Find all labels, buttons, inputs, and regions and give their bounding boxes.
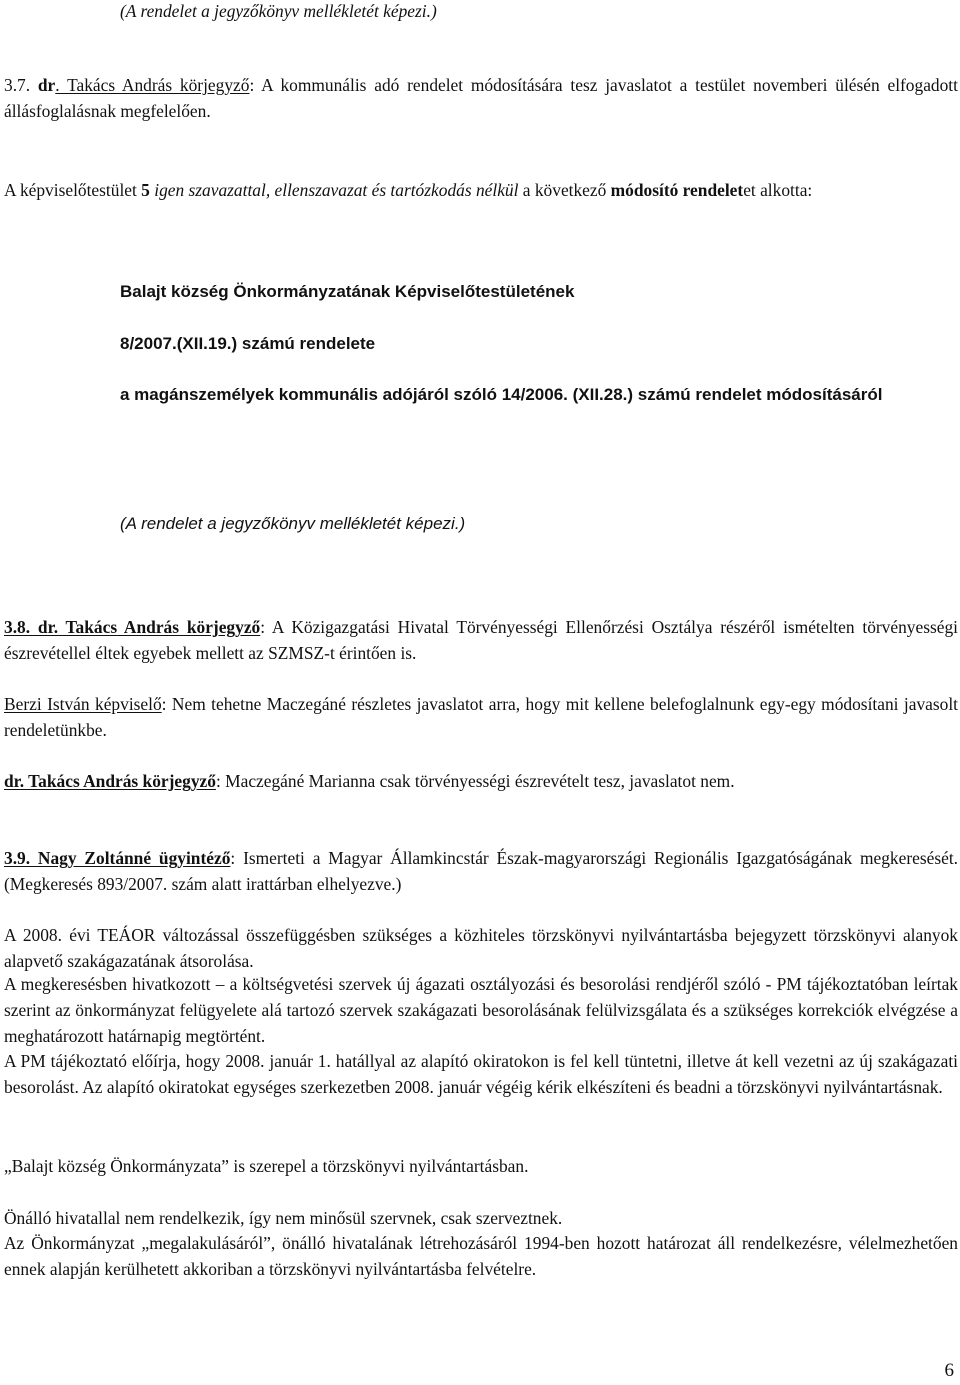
text-run: igen szavazattal, ellenszavazat és tartózkodás nélkül — [154, 180, 519, 200]
teaor-paragraph — [4, 922, 958, 974]
balajt-registry-paragraph — [4, 1153, 958, 1179]
item-3-8-paragraph — [4, 614, 958, 666]
text-run: A PM tájékoztató előírja, hogy 2008. január 1. hatállyal az alapító okiratokon is fel kell tüntetni, illetve át kell vezetni az új szakágazati besorolást. Az alapító okiratokat egységes szerkezetben 2008. január végéig kérik elkészíteni és beadni a törzskönyvi nyilvántartásnak. — [4, 1051, 958, 1097]
text-run: : A kommunális adó rendelet módosítására tesz javaslatot a testület novemberi ülésén elfogadott állásfoglalásnak megfelelően. — [4, 75, 958, 121]
text-run: A 2008. évi TEÁOR változással összefüggésben szükséges a közhiteles törzskönyvi nyilvántartásba bejegyzett törzskönyvi alanyok alapvető szakágazatának átsorolása. — [4, 925, 958, 971]
text-run: 3.7. — [4, 75, 38, 95]
text-run: dr. Takács András körjegyző — [4, 771, 216, 791]
megalakulas-paragraph — [4, 1230, 958, 1282]
megkereses-paragraph — [4, 971, 958, 1049]
page-number: 6 — [944, 1360, 954, 1381]
text-run: dr — [37, 75, 56, 95]
text-run: „Balajt község Önkormányzata” is szerepel a törzskönyvi nyilvántartásban. — [4, 1156, 529, 1176]
text-run: módosító rendelet — [610, 180, 744, 200]
text-run: A megkeresésben hivatkozott – a költségvetési szervek új ágazati osztályozási és besorolási rendjéről szóló - PM tájékoztatóban leírtak szerint az önkormányzat felügyelete alá tartozó szervek szakágazati besorolásának felülvizsgálata és a szükséges korrekciók elvégzése a meghatározott határnapig megtörtént. — [4, 974, 958, 1046]
berzi-paragraph — [4, 691, 958, 743]
text-run: et alkotta: — [743, 180, 813, 200]
decree-attachment-note: (A rendelet a jegyzőkönyv mellékletét képezi.) — [120, 514, 466, 533]
onallo-paragraph — [4, 1205, 958, 1231]
text-run: Az Önkormányzat „megalakulásáról”, önálló hivatalának létrehozásáról 1994-ben hozott határozat áll rendelkezésre, vélelmezhetően ennek alapján kerülhetett akkoriban a törzskönyvi nyilvántartásba felvételre. — [4, 1233, 958, 1279]
text-run: A képviselőtestület — [4, 180, 142, 200]
text-run: Berzi István képviselő — [4, 694, 162, 714]
vote-paragraph — [4, 177, 958, 203]
item-3-9-paragraph — [4, 845, 958, 897]
text-run: 3.8. dr. Takács András körjegyző — [4, 617, 261, 637]
decree-authority: Balajt község Önkormányzatának Képviselőtestületének — [120, 282, 575, 301]
item-3-7-paragraph — [4, 72, 958, 124]
text-run: : Ismerteti a Magyar Államkincstár Észak-magyarországi Regionális Igazgatóságának megkeresését. (Megkeresés 893/2007. szám alatt irattárban elhelyezve.) — [4, 848, 958, 894]
text-run: : Maczegáné Marianna csak törvényességi észrevételt tesz, javaslatot nem. — [215, 771, 735, 791]
pm-paragraph — [4, 1048, 958, 1100]
decree-subject: a magánszemélyek kommunális adójáról szóló 14/2006. (XII.28.) számú rendelet módosításáról — [120, 385, 883, 404]
text-run: . Takács András körjegyző — [55, 75, 250, 95]
decree-number: 8/2007.(XII.19.) számú rendelete — [120, 334, 376, 353]
text-run: 3.9. Nagy Zoltánné ügyintéző — [4, 848, 231, 868]
text-run: : Nem tehetne Maczegáné részletes javaslatot arra, hogy mit kellene belefoglalnunk egy-egy módosítani javasolt rendeletünkbe. — [4, 694, 958, 740]
text-run: a következő — [518, 180, 611, 200]
top-attachment-note: (A rendelet a jegyzőkönyv mellékletét képezi.) — [120, 1, 437, 21]
text-run: : A Közigazgatási Hivatal Törvényességi Ellenőrzési Osztálya részéről ismételten törvényességi észrevétellel éltek egyebek mellett az SZMSZ-t érintően is. — [4, 617, 958, 663]
text-run: 5 — [141, 180, 150, 200]
text-run: Önálló hivatallal nem rendelkezik, így nem minősül szervnek, csak szerveztnek. — [4, 1208, 563, 1228]
takacs-reply-paragraph — [4, 768, 958, 794]
